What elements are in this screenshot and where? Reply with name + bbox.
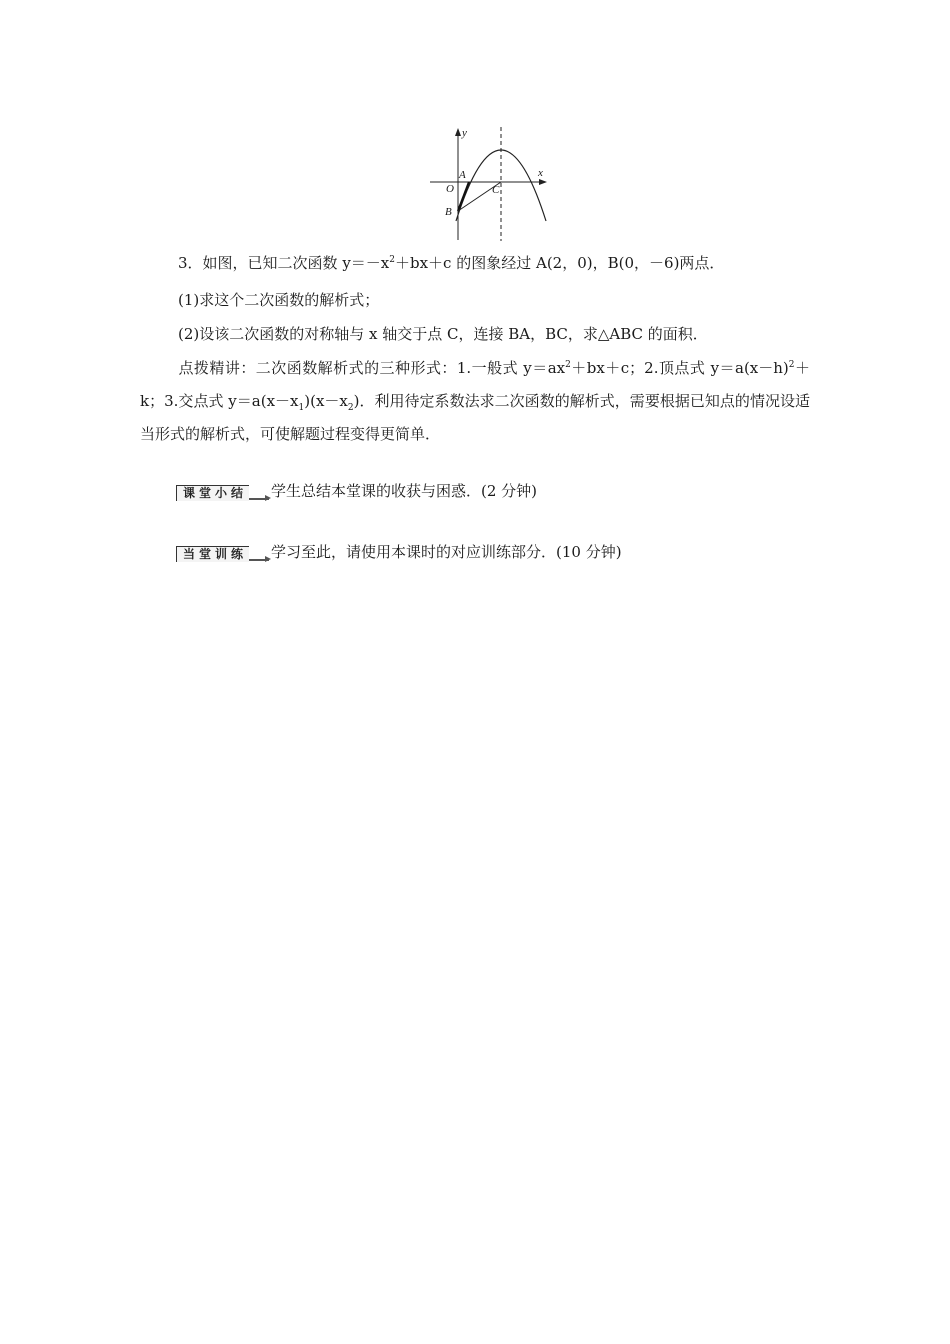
label-c: C [492,184,500,196]
label-o: O [446,183,454,195]
y-axis-arrow [455,128,461,136]
practice-text: 学习至此，请使用本课时的对应训练部分．(10 分钟) [271,543,622,561]
summary-badge: 课堂小结 [176,481,269,501]
problem-stem: 3．如图，已知二次函数 $y=-x^2+bx+c$ 的图象经过 A(2，0)，B(0，－6)两点． [178,254,725,272]
summary-text: 学生总结本堂课的收获与困惑．(2 分钟) [271,482,538,500]
practice-badge: 当堂训练 [176,542,269,562]
practice-row [176,541,622,562]
label-x: x [538,167,543,179]
x-axis-arrow [539,179,547,185]
arrow-icon [249,498,269,499]
parabola-figure [425,125,555,243]
label-b: B [445,206,452,218]
tip-paragraph: 点拨精讲：二次函数解析式的三种形式：1.一般式 $y=ax^2+bx+c$；2.顶点式 $y=a(x-h)^2+k$；3.交点式 $y=a(x-x_1)(x-x_2)$．利用待定系数法求二次函数的解析式，需要根据已知点的情况设适当形式的解析式，可使解题过程变得更简单． [140,359,811,443]
question-2: (2)设该二次函数的对称轴与 x 轴交于点 C，连接 BA，BC，求△ABC 的面积． [178,325,708,343]
label-y: y [462,127,467,139]
summary-row [176,480,537,501]
label-a: A [459,169,466,181]
arrow-icon [249,559,269,560]
question-1: (1)求这个二次函数的解析式； [178,291,380,309]
parabola-graph [425,125,555,243]
segment-ba [458,182,469,211]
